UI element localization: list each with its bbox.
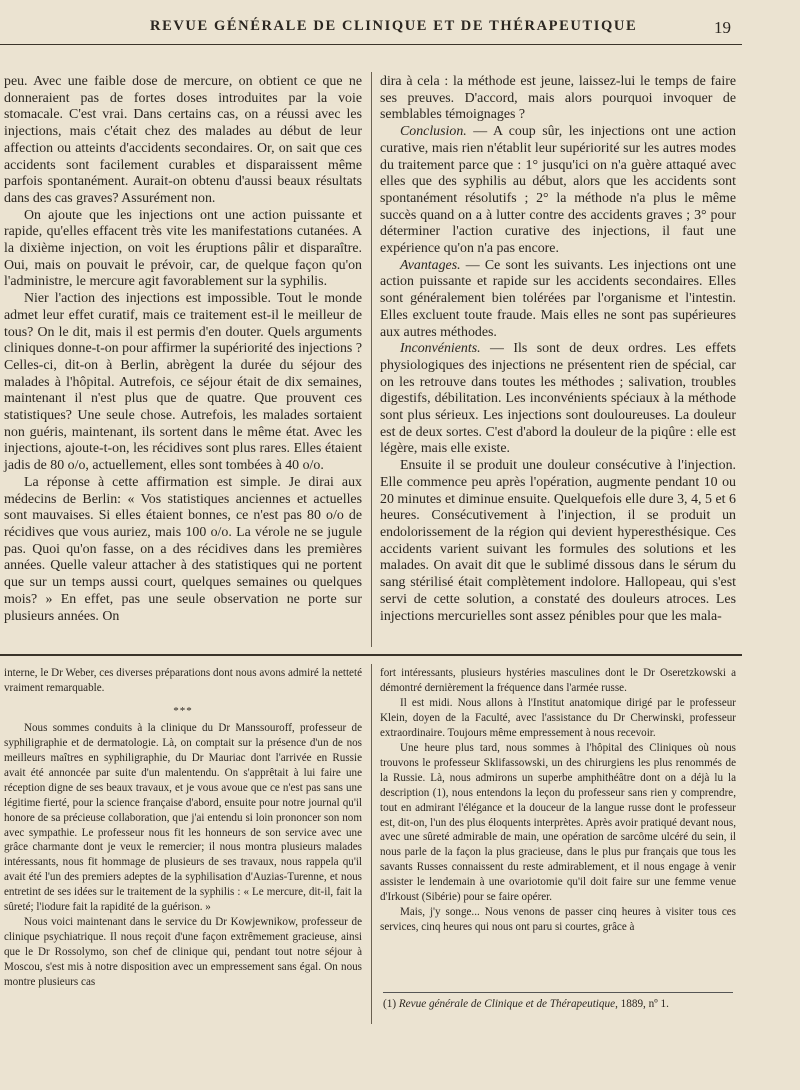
footnote-details: , 1889, nº 1. xyxy=(615,998,669,1010)
paragraph: On ajoute que les injections ont une action puissante et rapide, qu'elles effacent très vite les manifestations cutanées. A la dixième injection, on voit les éruptions pâlir et disparaître. Oui, mais on pouvait le prévoir, car, de quelque façon qu'on l'administre, le mercure agit favorablement sur la syphilis. xyxy=(4,207,362,290)
journal-title: REVUE GÉNÉRALE DE CLINIQUE ET DE THÉRAPEUTIQUE xyxy=(150,18,638,34)
footnote-rule xyxy=(383,992,733,993)
upper-left-column xyxy=(4,74,362,625)
section-lead: Inconvénients. xyxy=(400,341,481,357)
paragraph: Il est midi. Nous allons à l'Institut anatomique dirigé par le professeur Klein, doyen de la Faculté, avec l'assistance du Dr Cherwinski, professeur extraordinaire. Toujours même empressement à nous recevoir. xyxy=(380,696,736,739)
paragraph: fort intéressants, plusieurs hystéries masculines dont le Dr Oseretzkowski a démontré dernièrement la fréquence dans l'armée russe. xyxy=(380,667,736,694)
column-divider xyxy=(371,72,372,647)
lower-right-column xyxy=(380,666,736,935)
lower-left-column xyxy=(4,666,362,990)
paragraph: interne, le Dr Weber, ces diverses préparations dont nous avons admiré la netteté vraiment remarquable. xyxy=(4,667,362,694)
paragraph: Mais, j'y songe... Nous venons de passer cinq heures à visiter tous ces services, cinq heures qui nous ont paru si courtes, grâce à xyxy=(380,906,736,934)
asterism-separator: *** xyxy=(173,704,193,717)
header-rule xyxy=(0,44,742,45)
footnote-mark: (1) xyxy=(383,998,397,1010)
footnote-source: Revue générale de Clinique et de Thérapeutique xyxy=(398,998,616,1010)
paragraph: Inconvénients. — Ils sont de deux ordres. Les effets physiologiques des injections ne présentent rien de spécial, car on les retrouve dans toutes les méthodes ; salivation, troubles digestifs, débilitation. Les inconvénients spéciaux à la méthode sont plus sérieux. Les injections sont douloureuses. La douleur est de deux sortes. C'est d'abord la douleur de la piqûre : elle est légère, mais elle existe. xyxy=(380,341,736,457)
paragraph: Ensuite il se produit une douleur consécutive à l'injection. Elle commence peu après l'opération, augmente pendant 10 ou 20 minutes et diminue ensuite. Quelquefois elle dure 3, 4, 5 et 6 heures. Consécutivement à l'injection, il se produit un endolorissement de la région qui devient hyperesthésique. Ces accidents varient suivant les formules des solutions et les malades. On avait dit que le sublimé dissous dans le sérum du sang stérilisé était complètement indolore. Hallopeau, qui s'est servi de cette solution, a constaté des douleurs atroces. Les injections mercurielles sont assez pénibles pour que les mala- xyxy=(380,458,736,624)
running-header xyxy=(0,14,800,44)
footnote xyxy=(383,998,738,1010)
section-lead: Conclusion. xyxy=(400,124,467,140)
section-lead: Avantages. xyxy=(400,257,461,273)
paragraph: Conclusion. — A coup sûr, les injections ont une action curative, mais rien n'établit leur supériorité sur les autres modes du traitement parce que : 1° jusqu'ici on n'a guère attaqué avec elles que des syphilis au début, alors que les accidents sont spontanément résolutifs ; 2° la méthode n'a plus le même succès quand on a à lutter contre des accidents graves ; 3° pour déterminer l'action curative des injections, il faut une expérience qu'on n'a pas encore. xyxy=(380,124,736,257)
page-number: 19 xyxy=(714,18,731,37)
paragraph: Une heure plus tard, nous sommes à l'hôpital des Cliniques où nous trouvons le professeur Sklifassowski, un des chirurgiens les plus renommés de la Russie. Là, nous admirons un superbe amphithéâtre dont on a déjà lu la description (1), nous entendons la leçon du professeur sans rien y comprendre, tout en admirant l'élégance et la douceur de la langue russe dont le professeur est, dit-on, l'un des plus éloquents interprètes. Après avoir pratiqué devant nous, avec une sûreté admirable de main, une opération de sarcôme ulcéré du sein, il nous parle de la façon la plus gracieuse, dans le plus pur français que tous les savants Russes connaissent du reste admirablement, et il nous engage à venir assister le lendemain à une ovariotomie qu'il doit faire sur une femme venue d'Irkoust (Sibérie) pour se faire opérer. xyxy=(380,741,736,904)
paragraph: peu. Avec une faible dose de mercure, on obtient ce que ne donneraient pas de fortes doses introduites par la voie stomacale. C'est vrai. Dans certains cas, on a réussi avec les injections, mais c'était chez des malades au début de leur affection ou atteints d'accidents secondaires. Or, on sait que ces accidents sont facilement curables et disparaissent même parfois spontanément. Aurait-on obtenu d'aussi beaux résultats dans des cas graves? Assurément non. xyxy=(4,74,362,206)
paragraph: Avantages. — Ce sont les suivants. Les injections ont une action puissante et rapide sur les accidents secondaires. Elles sont généralement bien tolérées par l'organisme et l'intestin. Elles excluent toute fraude. Mais elles ne sont pas supérieures aux autres méthodes. xyxy=(380,257,736,340)
column-divider xyxy=(371,664,372,1024)
paragraph: Nier l'action des injections est impossible. Tout le monde admet leur effet curatif, mais ce traitement est-il le meilleur de tous? On le dit, mais il est permis d'en douter. Quels arguments cliniques donne-t-on pour affirmer la supériorité des injections ? Celles-ci, dit-on à Berlin, abrègent la durée du séjour des malades à l'hôpital. Autrefois, ce séjour était de dix semaines, maintenant il n'est plus que de quatre. Que prouvent ces statistiques? Une seule chose. Autrefois, les malades sortaient non guéris, maintenant, ils sortent dans le même état. Avec les injections, ajoute-t-on, les récidives sont plus rares. Elles étaient jadis de 80 o/o, actuellement, elles sont tombées à 40 o/o. xyxy=(4,291,362,474)
paragraph: Nous voici maintenant dans le service du Dr Kowjewnikow, professeur de clinique psychiatrique. Il nous reçoit d'une façon extrêmement gracieuse, ainsi que le Dr Rossolymo, son chef de clinique qui, pendant tout notre séjour à Moscou, s'est mis à notre disposition avec un empressement sans égal. On nous montre plusieurs cas xyxy=(4,916,362,989)
section-rule xyxy=(0,654,742,656)
paragraph: dira à cela : la méthode est jeune, laissez-lui le temps de faire ses preuves. D'accord, mais alors pourquoi invoquer de semblables témoignages ? xyxy=(380,74,736,123)
paragraph: Nous sommes conduits à la clinique du Dr Manssouroff, professeur de syphiligraphie et de dermatologie. Là, on comptait sur la présence d'un de nos meilleurs maîtres en syphiligraphie, du Dr Mauriac dont l'arrivée en Russie avait été annoncée par suite d'un malentendu. On s'apprêtait à lui faire une réception digne de ses beaux travaux, et je vous avoue que ce n'est pas sans une légitime fierté, pour la science française d'abord, ensuite pour notre journal qu'il honore de sa précieuse collaboration, que j'ai entendu si loin prononcer son nom avec sympathie. Le professeur nous fit les honneurs de son service avec une grâce charmante dont je veux le remercier; il nous montra plusieurs malades intéressants, nous fit hommage de plusieurs de ses travaux, nous rappela qu'il avait été l'un des premiers adeptes de la syphilisation d'Auzias-Turenne, et nous entretint de ses idées sur le traitement de la syphilis : « Le mercure, dit-il, fait la sûreté; l'iodure fait la rapidité de la guérison. » xyxy=(4,721,362,914)
paragraph: La réponse à cette affirmation est simple. Je dirai aux médecins de Berlin: « Vos statistiques anciennes et actuelles sont mauvaises. Si elles étaient bonnes, ce n'est pas 80 o/o de récidives que vous auriez, mais 100 o/o. La vérole ne se jugule pas. Quoi qu'on fasse, on a des récidives dans les premières années. Quelle valeur attacher à des statistiques qui ne portent que sur un temps aussi court, quelques semaines ou quelques mois? » En effet, pas une seule observation ne porte sur plusieurs années. On xyxy=(4,474,362,624)
upper-right-column xyxy=(380,74,736,625)
